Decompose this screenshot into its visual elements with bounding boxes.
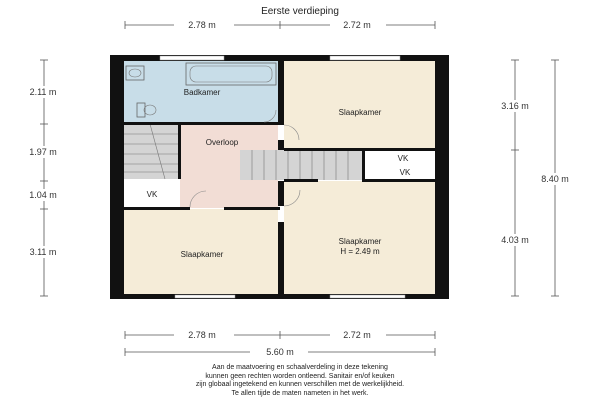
stairs-center bbox=[240, 150, 362, 180]
dim-right-2: 4.03 m bbox=[501, 235, 529, 245]
label-ceiling-height: H = 2.49 m bbox=[340, 247, 380, 256]
plan-title: Eerste verdieping bbox=[261, 6, 339, 17]
label-slaapkamer-top-right: Slaapkamer bbox=[338, 108, 382, 117]
dim-left-4: 3.11 m bbox=[29, 247, 57, 257]
dim-bottom-left: 2.78 m bbox=[188, 330, 216, 340]
dim-left-1: 2.11 m bbox=[29, 87, 57, 97]
dim-left-3: 1.04 m bbox=[29, 190, 57, 200]
label-overloop: Overloop bbox=[205, 138, 239, 147]
label-vk-right-1: VK bbox=[397, 154, 409, 163]
dim-bottom-right: 2.72 m bbox=[343, 330, 371, 340]
disclaimer-line: Te allen tijde de maten nameten in het werk. bbox=[231, 389, 369, 397]
label-vk-left: VK bbox=[146, 190, 158, 199]
disclaimer bbox=[100, 364, 500, 398]
label-slaapkamer-bottom-left: Slaapkamer bbox=[180, 250, 224, 259]
dim-left-2: 1.97 m bbox=[29, 147, 57, 157]
disclaimer-line: kunnen geen rechten worden ontleend. Sanitair en/of keuken bbox=[205, 372, 395, 380]
dim-bottom-total: 5.60 m bbox=[266, 347, 294, 357]
dim-right-1: 3.16 m bbox=[501, 101, 529, 111]
label-badkamer: Badkamer bbox=[183, 88, 221, 97]
disclaimer-line: Aan de maatvoering en schaalverdeling in deze tekening bbox=[212, 364, 388, 371]
stairs-left bbox=[123, 124, 180, 179]
disclaimer-line: zijn globaal ingetekend en kunnen verschillen met de werkelijkheid. bbox=[195, 381, 405, 388]
dim-top-right: 2.72 m bbox=[343, 20, 371, 30]
dim-top-left: 2.78 m bbox=[188, 20, 216, 30]
top-dimension-lines bbox=[125, 21, 435, 29]
label-vk-right-2: VK bbox=[399, 168, 411, 177]
dim-right-total: 8.40 m bbox=[541, 174, 569, 184]
label-slaapkamer-bottom-right: Slaapkamer bbox=[338, 237, 382, 246]
room-slaapkamer-top-right bbox=[284, 61, 435, 149]
